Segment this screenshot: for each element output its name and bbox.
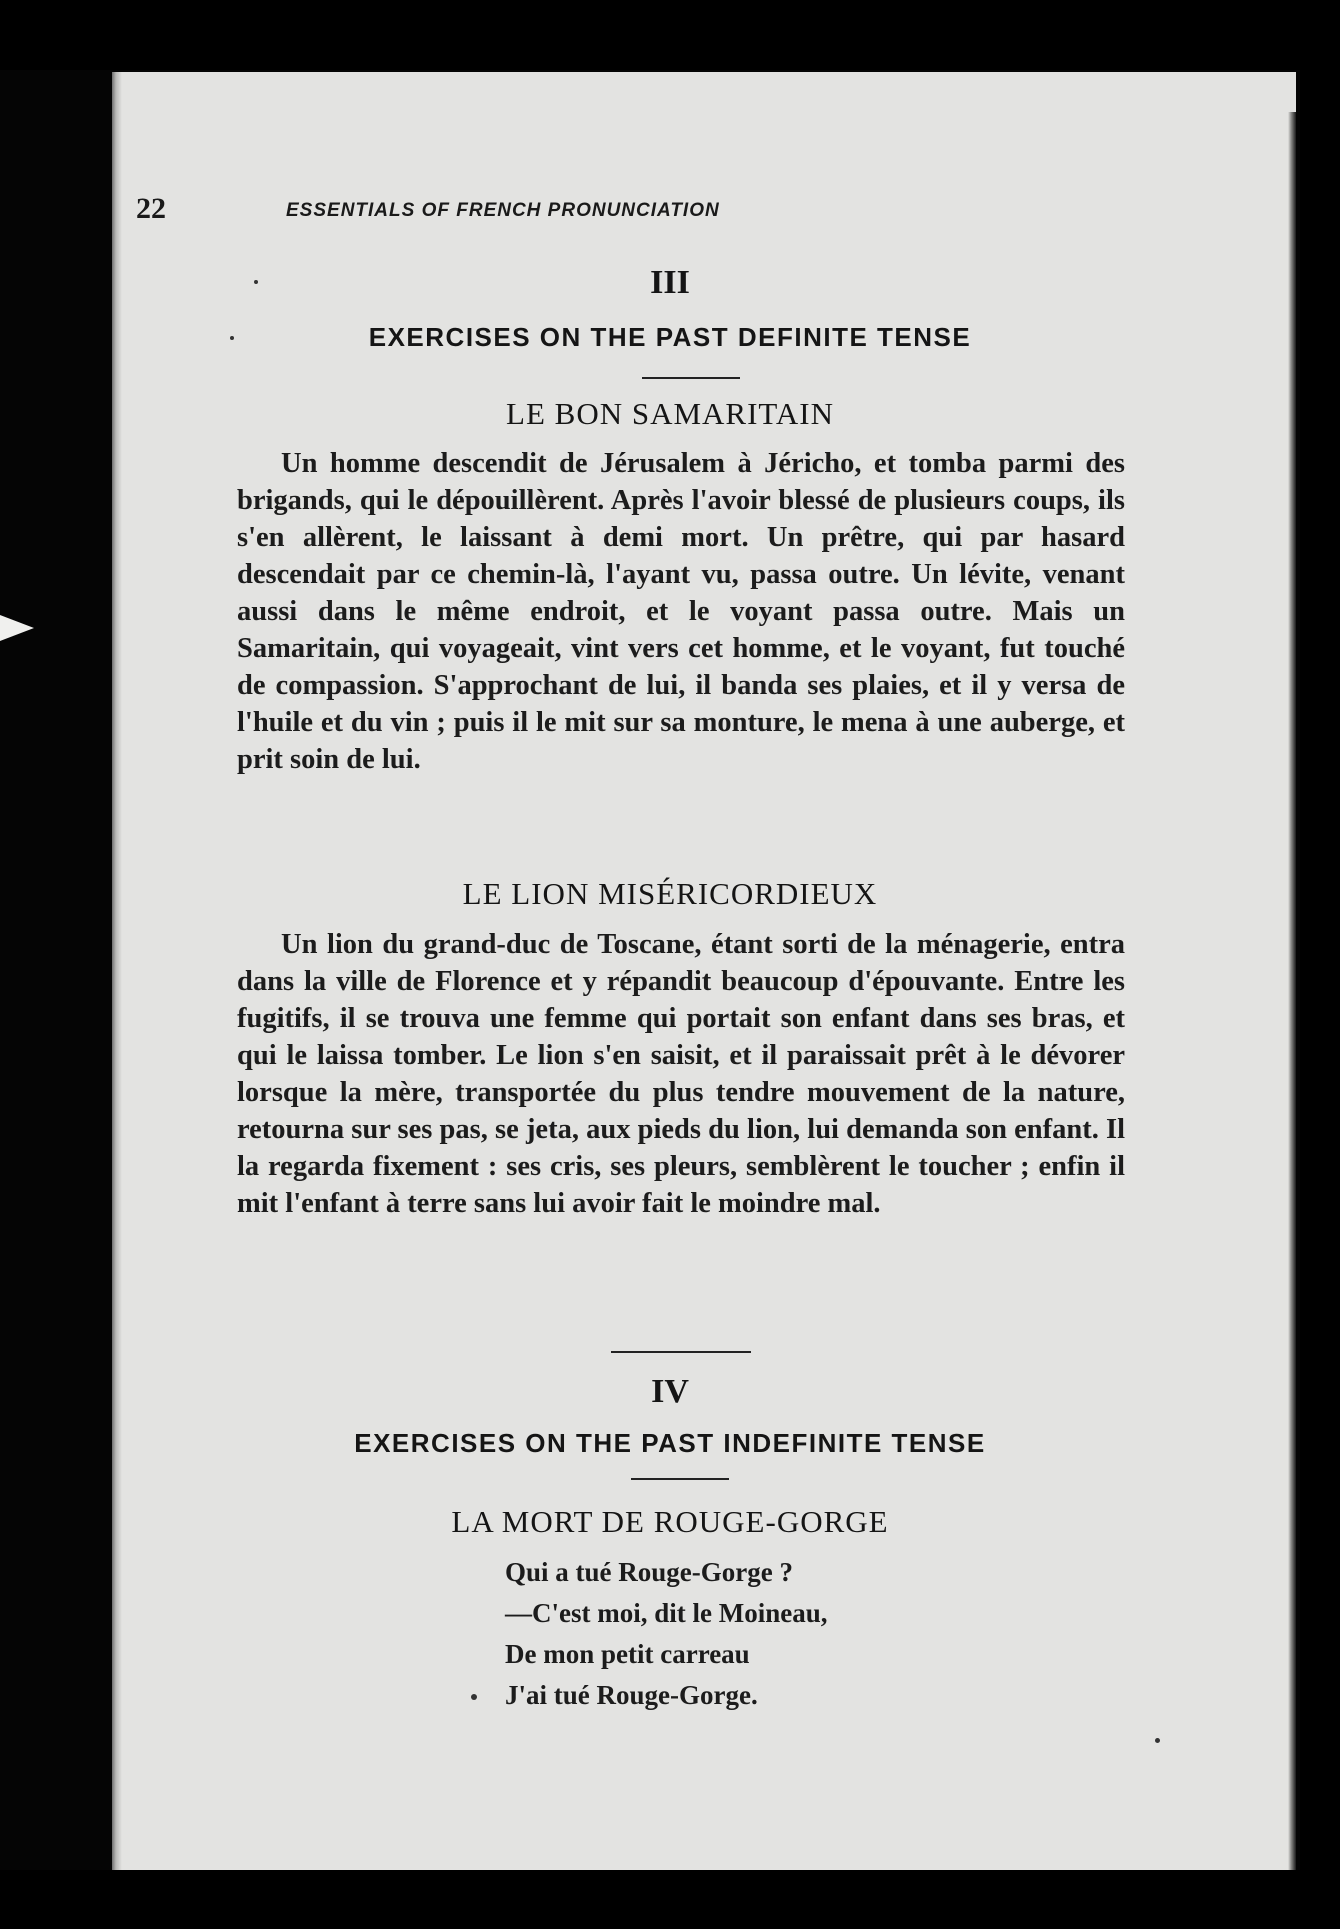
poem-title-rouge-gorge: LA MORT DE ROUGE-GORGE xyxy=(451,1504,889,1539)
section-divider-rule xyxy=(611,1351,751,1353)
speck-mark xyxy=(471,1694,477,1700)
heading-rule xyxy=(642,377,740,379)
section-numeral-iv: IV xyxy=(651,1373,689,1410)
speck-mark xyxy=(254,280,258,284)
story-text-bon-samaritain: Un homme descendit de Jérusalem à Jéricho, et tomba parmi des brigands, qui le dépouillèrent. Après l'avoir blessé de plusieurs coups, ils s'en allèrent, le laissant à demi mort. Un prêtre, qui par hasard descendait par ce chemin-là, l'ayant vu, passa outre. Un lévite, venant aussi dans le même endroit, et le voyant passa outre. Mais un Samaritain, qui voyageait, vint vers cet homme, et le voyant, fut touché de compassion. S'approchant de lui, il banda ses plaies, et il y versa de l'huile et du vin ; puis il le mit sur sa monture, le mena à une auberge, et prit soin de lui. xyxy=(237,448,1125,775)
speck-mark xyxy=(1155,1738,1160,1743)
running-title: ESSENTIALS OF FRENCH PRONUNCIATION xyxy=(286,200,720,221)
scan-bottom-border xyxy=(0,1870,1340,1929)
poem-rouge-gorge xyxy=(505,1552,1105,1716)
poem-line: Qui a tué Rouge-Gorge ? xyxy=(505,1557,793,1587)
poem-line: De mon petit carreau xyxy=(505,1639,750,1669)
running-head xyxy=(136,192,1136,232)
section-heading-past-definite: EXERCISES ON THE PAST DEFINITE TENSE xyxy=(368,322,972,352)
scan-top-border xyxy=(0,0,1340,70)
poem-line: J'ai tué Rouge-Gorge. xyxy=(505,1680,758,1710)
heading-rule-iv xyxy=(631,1478,729,1480)
poem-line: —C'est moi, dit le Moineau, xyxy=(505,1598,828,1628)
story-title-bon-samaritain: LE BON SAMARITAIN xyxy=(506,396,834,431)
section-numeral-iii: III xyxy=(650,264,690,301)
page-number: 22 xyxy=(136,192,166,225)
speck-mark xyxy=(230,336,234,340)
story-title-lion: LE LION MISÉRICORDIEUX xyxy=(462,876,878,911)
section-heading-past-indefinite: EXERCISES ON THE PAST INDEFINITE TENSE xyxy=(354,1428,986,1458)
scan-edge-marker xyxy=(0,615,34,641)
story-text-lion: Un lion du grand-duc de Toscane, étant sorti de la ménagerie, entra dans la ville de Florence et y répandit beaucoup d'épouvante. Entre les fugitifs, il se trouva une femme qui portait son enfant dans ses bras, et qui le laissa tomber. Le lion s'en saisit, et il paraissait prêt à le dévorer lorsque la mère, transportée du plus tendre mouvement de la nature, retourna sur ses pas, se jeta, aux pieds du lion, lui demanda son enfant. Il la regarda fixement : ses cris, ses pleurs, semblèrent le toucher ; enfin il mit l'enfant à terre sans lui avoir fait le moindre mal. xyxy=(237,929,1125,1219)
page-right-edge xyxy=(1288,112,1296,1870)
